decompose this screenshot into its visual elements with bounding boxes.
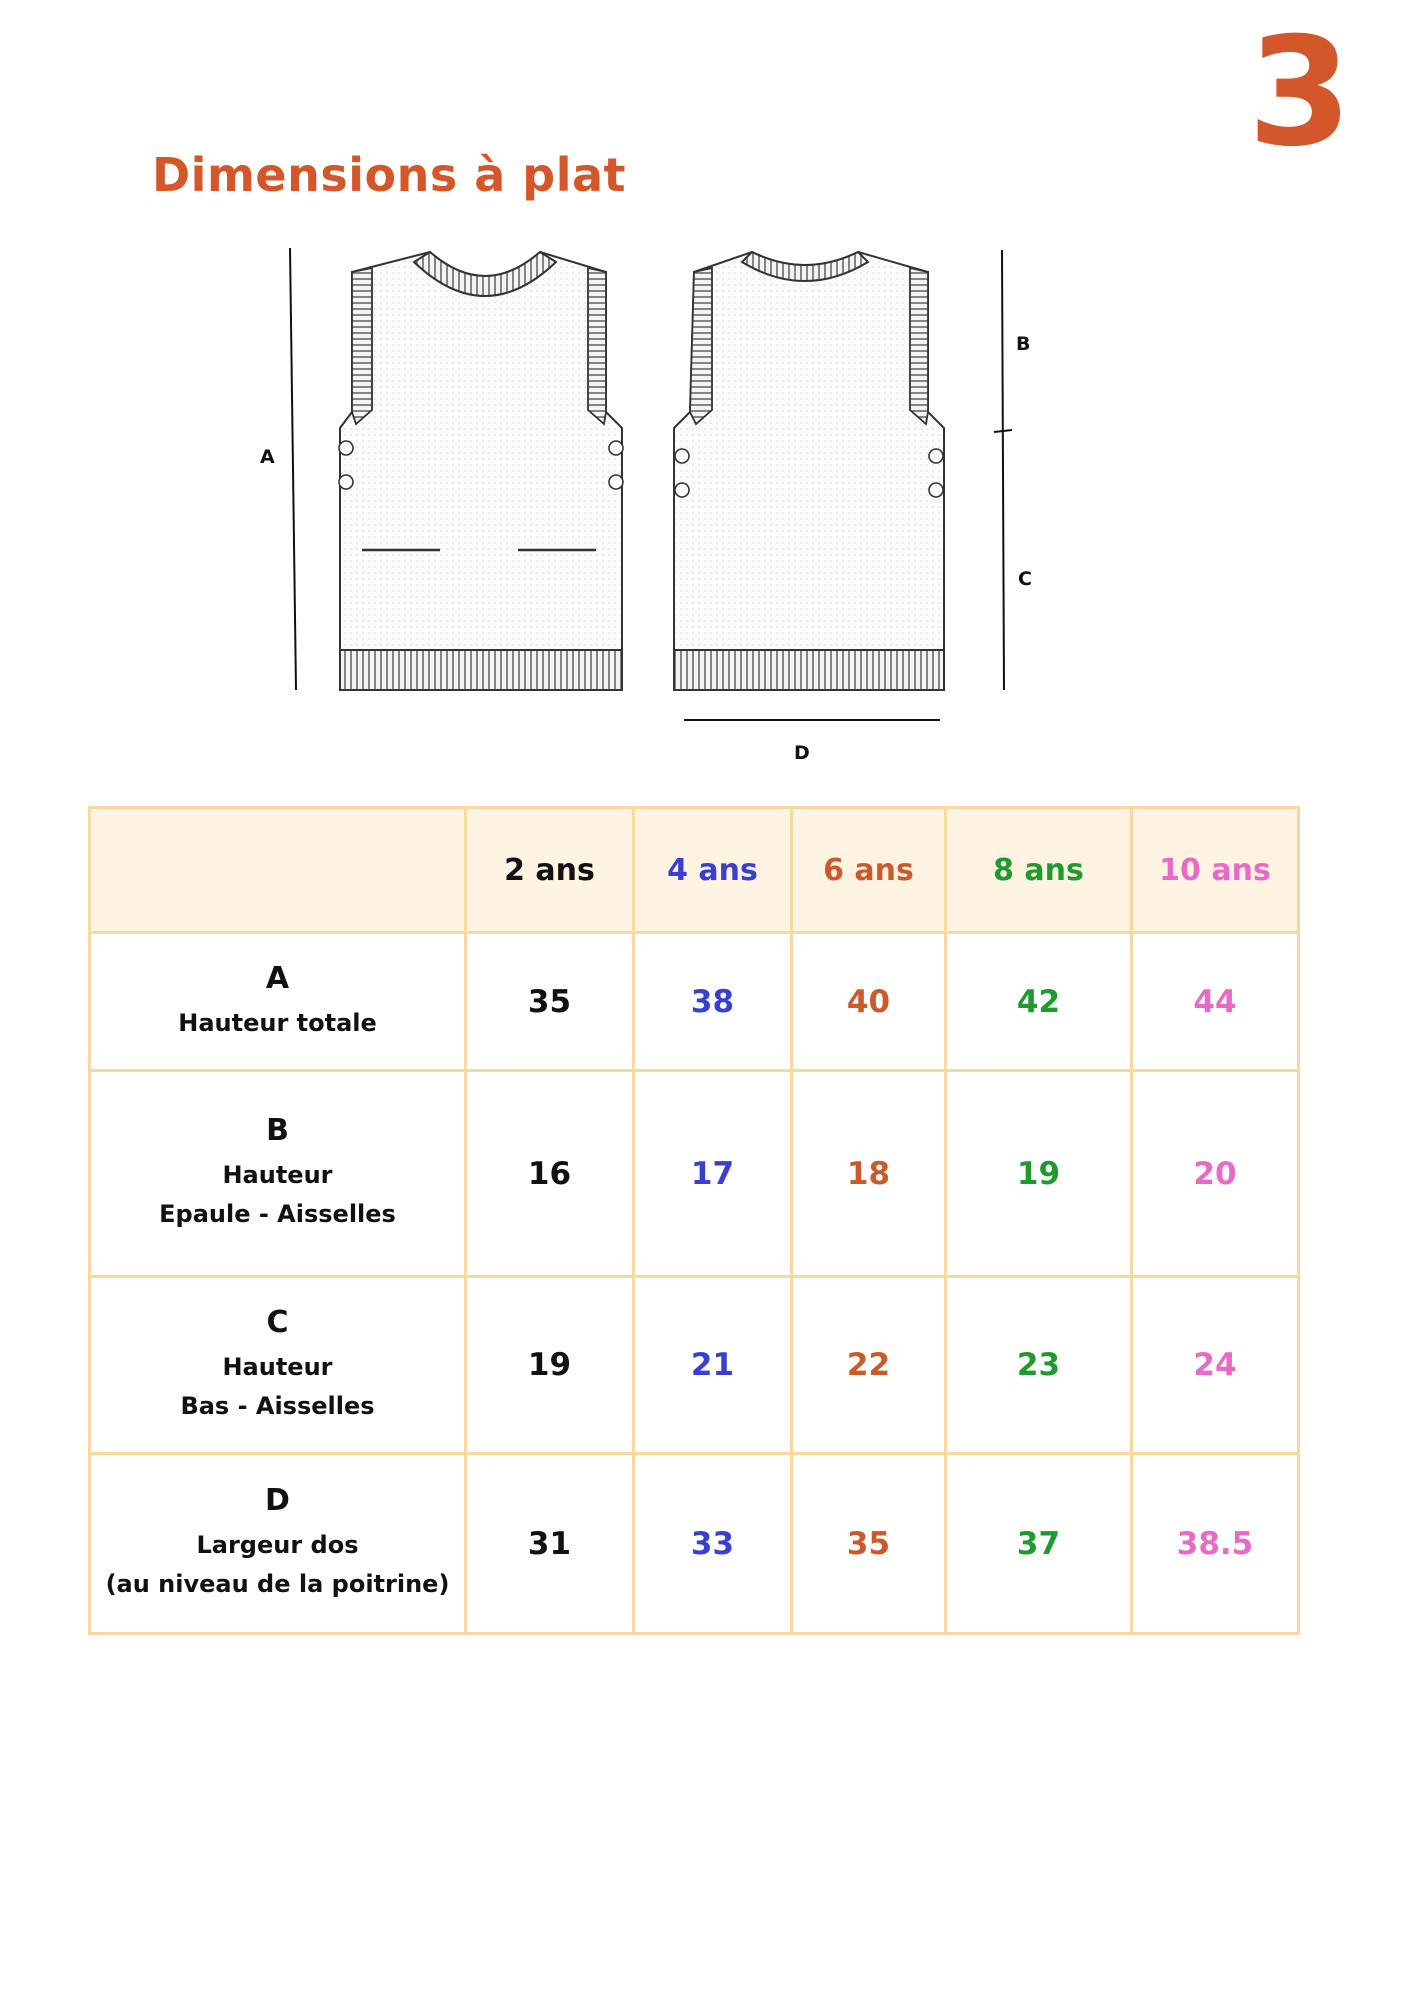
vest-back-view [674,252,944,690]
table-cell: 31 [466,1454,634,1634]
dimension-line-bc [1002,250,1004,690]
table-cell: 37 [946,1454,1132,1634]
table-cell: 35 [792,1454,946,1634]
dimension-label-d: D [794,742,810,764]
vest-technical-drawing [0,0,1414,800]
row-description: Epaule - Aisselles [159,1200,396,1228]
table-header-8-ans: 8 ans [946,808,1132,933]
row-label-d [90,1454,466,1634]
table-cell: 24 [1132,1277,1299,1454]
row-label-c [90,1277,466,1454]
table-header-6-ans: 6 ans [792,808,946,933]
dimension-label-b: B [1016,333,1031,355]
dimension-line-a [290,248,296,690]
table-cell: 40 [792,933,946,1071]
table-cell: 35 [466,933,634,1071]
row-letter: A [265,960,290,996]
row-description: Bas - Aisselles [180,1391,375,1420]
table-cell: 19 [946,1071,1132,1277]
table-cell: 18 [792,1071,946,1277]
row-description: Hauteur [222,1161,333,1189]
dimension-tick-bc [994,430,1012,432]
table-cell: 19 [466,1277,634,1454]
dimension-label-a: A [260,446,275,468]
table-cell: 23 [946,1277,1132,1454]
table-row [90,1454,1299,1634]
row-letter: D [265,1483,290,1518]
vest-front-view [339,252,623,690]
dimension-label-c: C [1018,568,1032,590]
row-description: Hauteur [222,1352,333,1381]
table-header-row [90,808,1299,933]
page-number: 3 [1247,6,1352,180]
table-header-2-ans: 2 ans [466,808,634,933]
table-header-4-ans: 4 ans [634,808,792,933]
table-cell: 38 [634,933,792,1071]
row-description: Largeur dos [196,1531,359,1559]
row-label-a [90,933,466,1071]
table-cell: 44 [1132,933,1299,1071]
table-cell: 38.5 [1132,1454,1299,1634]
table-header-empty [90,808,466,933]
table-cell: 20 [1132,1071,1299,1277]
row-label-b [90,1071,466,1277]
table-row [90,1277,1299,1454]
size-table [88,806,1300,1635]
row-letter: C [266,1304,289,1340]
table-header-10-ans: 10 ans [1132,808,1299,933]
page-title: Dimensions à plat [152,148,627,202]
table-cell: 22 [792,1277,946,1454]
table-row [90,933,1299,1071]
table-cell: 17 [634,1071,792,1277]
row-letter: B [266,1113,289,1148]
table-cell: 16 [466,1071,634,1277]
row-description: Hauteur totale [178,1008,377,1037]
row-description: (au niveau de la poitrine) [105,1570,450,1598]
table-row [90,1071,1299,1277]
table-cell: 33 [634,1454,792,1634]
table-cell: 42 [946,933,1132,1071]
table-cell: 21 [634,1277,792,1454]
